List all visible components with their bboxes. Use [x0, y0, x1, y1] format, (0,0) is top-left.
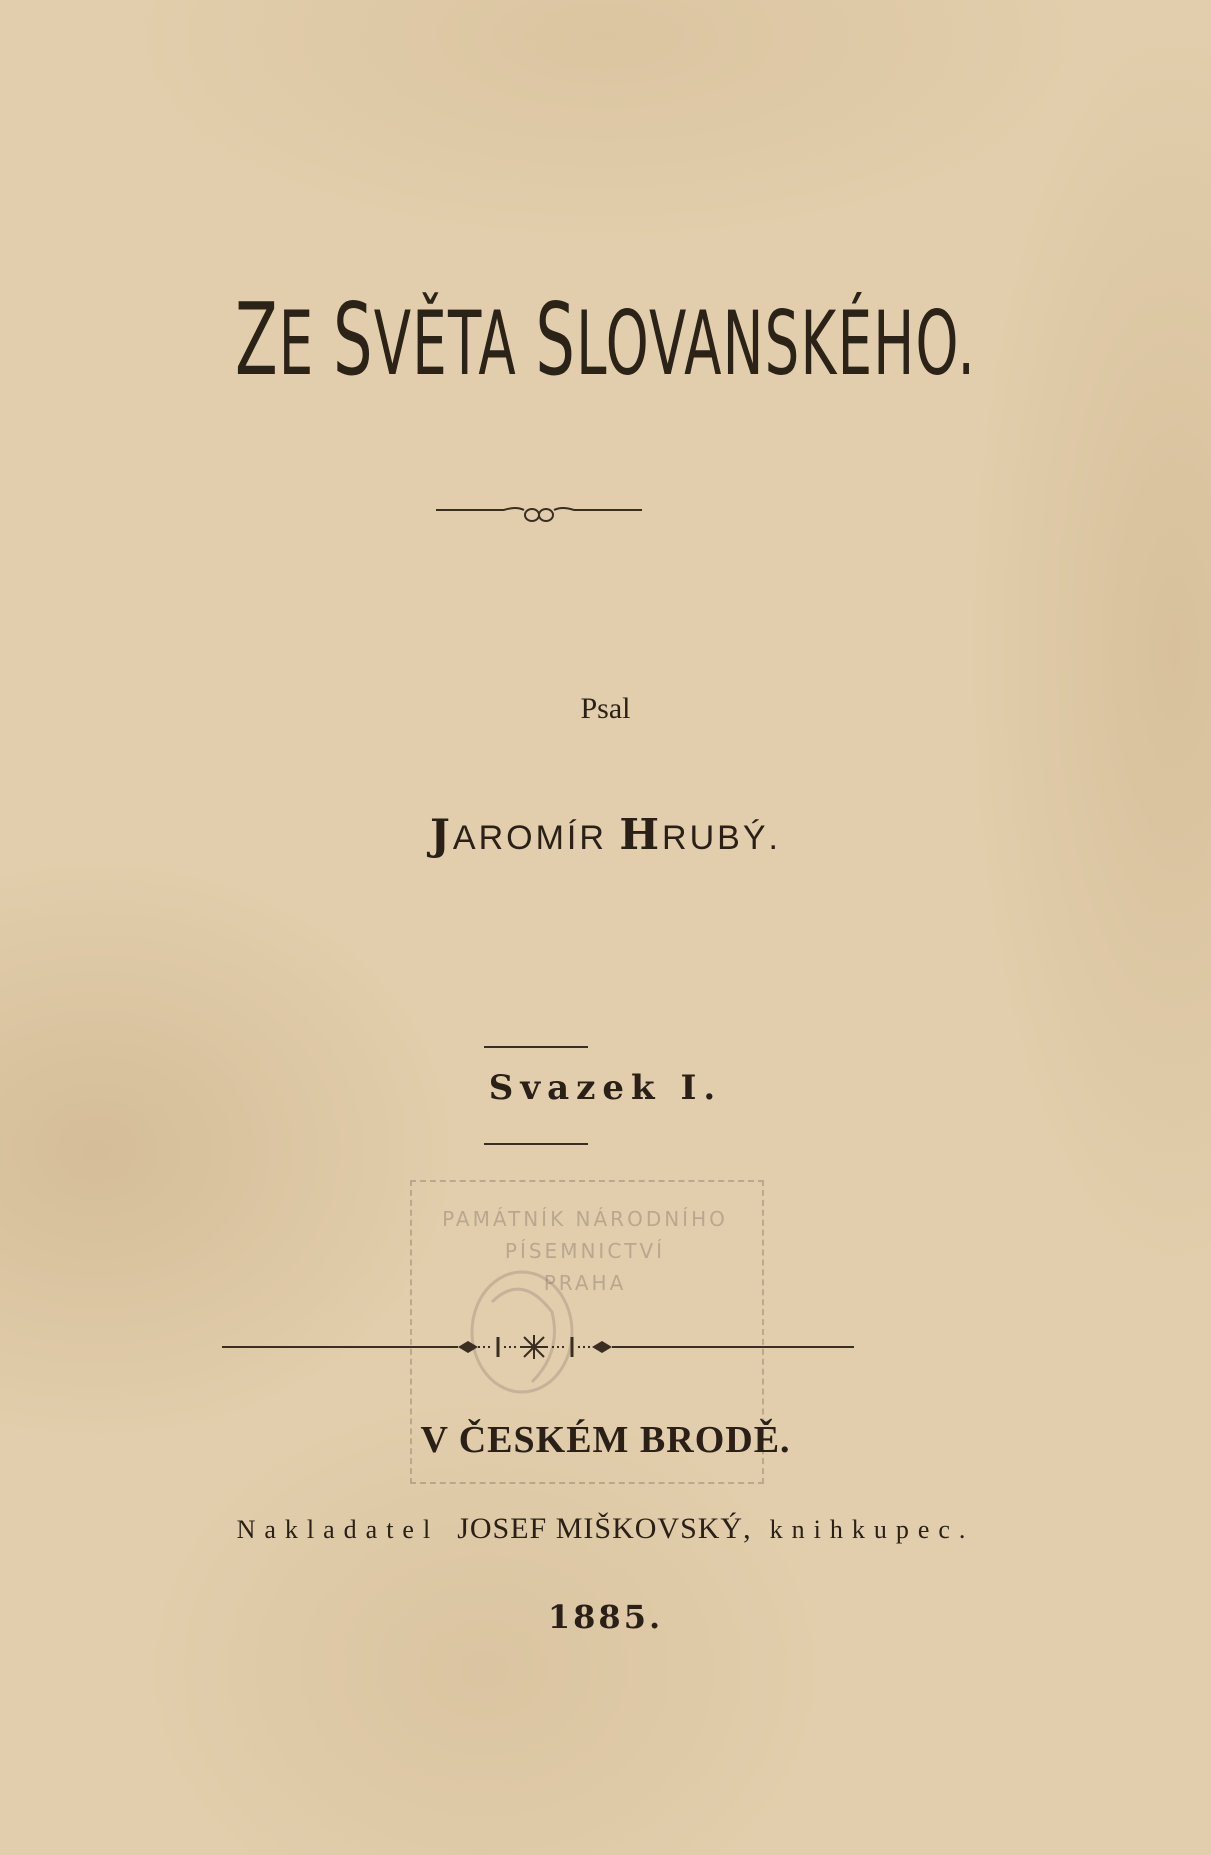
book-title — [0, 240, 1211, 440]
title-word-2: VĚTA — [373, 292, 517, 395]
author-name — [0, 810, 1211, 859]
publisher-line — [0, 1512, 1211, 1546]
author-last-name: RUBÝ. — [662, 819, 781, 857]
author-initial-last: H — [619, 810, 663, 859]
svg-text:PÍSEMNICTVÍ: PÍSEMNICTVÍ — [504, 1239, 666, 1263]
title-initial-1: Z — [234, 281, 279, 398]
place-of-publication: V ČESKÉM BRODĚ. — [420, 1419, 791, 1461]
svg-text:PAMÁTNÍK NÁRODNÍHO: PAMÁTNÍK NÁRODNÍHO — [442, 1207, 728, 1231]
author-initial-first: J — [430, 810, 453, 859]
publication-year: 1885. — [547, 1598, 664, 1636]
divider-ornament-icon — [222, 1332, 854, 1362]
publisher-name: JOSEF MIŠKOVSKÝ, — [457, 1512, 752, 1545]
volume-label: Svazek I. — [488, 1068, 723, 1108]
byline: Psal — [580, 692, 631, 725]
volume-rule-bottom — [484, 1143, 588, 1145]
volume-rule-top — [484, 1046, 588, 1048]
title-initial-2: S — [333, 281, 374, 398]
title-initial-3: S — [535, 281, 576, 398]
swash-ornament-icon — [436, 494, 642, 524]
title-word-1: E — [278, 292, 315, 395]
publisher-prefix: Nakladatel — [236, 1515, 440, 1544]
publisher-suffix: knihkupec. — [769, 1515, 975, 1544]
svg-text:PRAHA: PRAHA — [543, 1271, 627, 1295]
title-word-3: LOVANSKÉHO. — [575, 292, 977, 395]
author-first-name: AROMÍR — [452, 819, 607, 857]
